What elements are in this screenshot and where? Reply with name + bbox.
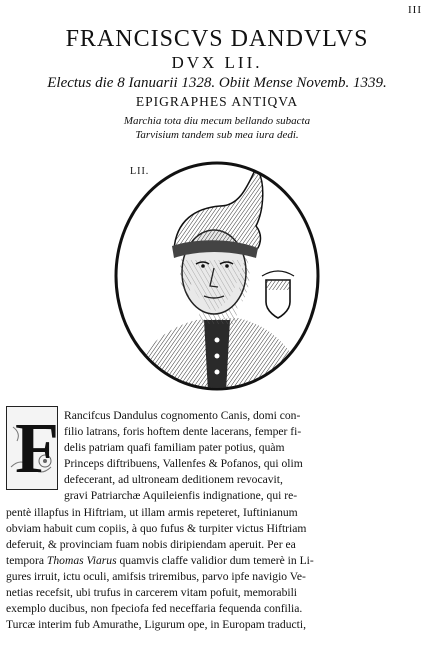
- dropcap-letter: F: [15, 408, 59, 488]
- body-line: delis patriam quafi familiam pater potius, quàm: [64, 441, 285, 454]
- body-line: gravi Patriarchæ Aquileienfis indignatione, qui re-: [64, 489, 298, 502]
- body-line: Turcæ interim fub Amurathe, Ligurum ope, in Europam traducti,: [6, 618, 306, 631]
- body-line: Princeps diftribuens, Vallenfes & Pofanos, qui olim: [64, 457, 303, 470]
- body-line: defecerant, ad ultroneam deditionem revocavit,: [64, 473, 283, 486]
- epigraph-line: Marchia tota diu mecum bellando subacta: [123, 115, 311, 127]
- page-subtitle: DVX LII.: [171, 53, 263, 72]
- portrait-numeral: LII.: [130, 166, 150, 177]
- body-line-start: tempora: [6, 554, 44, 567]
- body-line: filio latrans, foris hoftem dente lacerans, femper fi-: [64, 425, 302, 438]
- body-line: Rancifcus Dandulus cognomento Canis, domi con-: [64, 409, 301, 422]
- body-line-end: quamvis claffe validior dum temerè in Li-: [119, 554, 314, 567]
- body-line: pentè illapfus in Hiftriam, ut illam armis repeteret, Iuftinianum: [6, 506, 298, 519]
- body-line: netias recefsit, ubi trufus in carcerem vitam pofuit, memorabili: [6, 586, 298, 599]
- page-number: III: [408, 4, 422, 16]
- italic-name: Thomas Viarus: [46, 554, 117, 567]
- portrait-illustration: [96, 160, 338, 392]
- election-dates: Electus die 8 Ianuarii 1328. Obiit Mense Novemb. 1339.: [47, 75, 387, 91]
- epigraph-heading: EPIGRAPHES ANTIQVA: [135, 94, 299, 109]
- body-line: obviam habuit cum copiis, à quo fufus & turpiter victus Hiftriam: [6, 522, 307, 535]
- body-line: [6, 553, 390, 568]
- body-line: exemplo ducibus, non fpeciofa fed neceffaria fequenda confilia.: [6, 602, 303, 615]
- portrait-engraving: [96, 160, 338, 392]
- body-line: deferuit, & provinciam fuam nobis diripiendam aperuit. Per ea: [6, 538, 296, 551]
- body-line: gures irruit, ictu oculi, amifsis triremibus, parvo ipfe navigio Ve-: [6, 570, 306, 583]
- dropcap-initial: [6, 406, 58, 490]
- page-title: FRANCISCVS DANDVLVS: [65, 26, 369, 52]
- epigraph-line: Tarvisium tandem sub mea iura dedi.: [135, 129, 299, 141]
